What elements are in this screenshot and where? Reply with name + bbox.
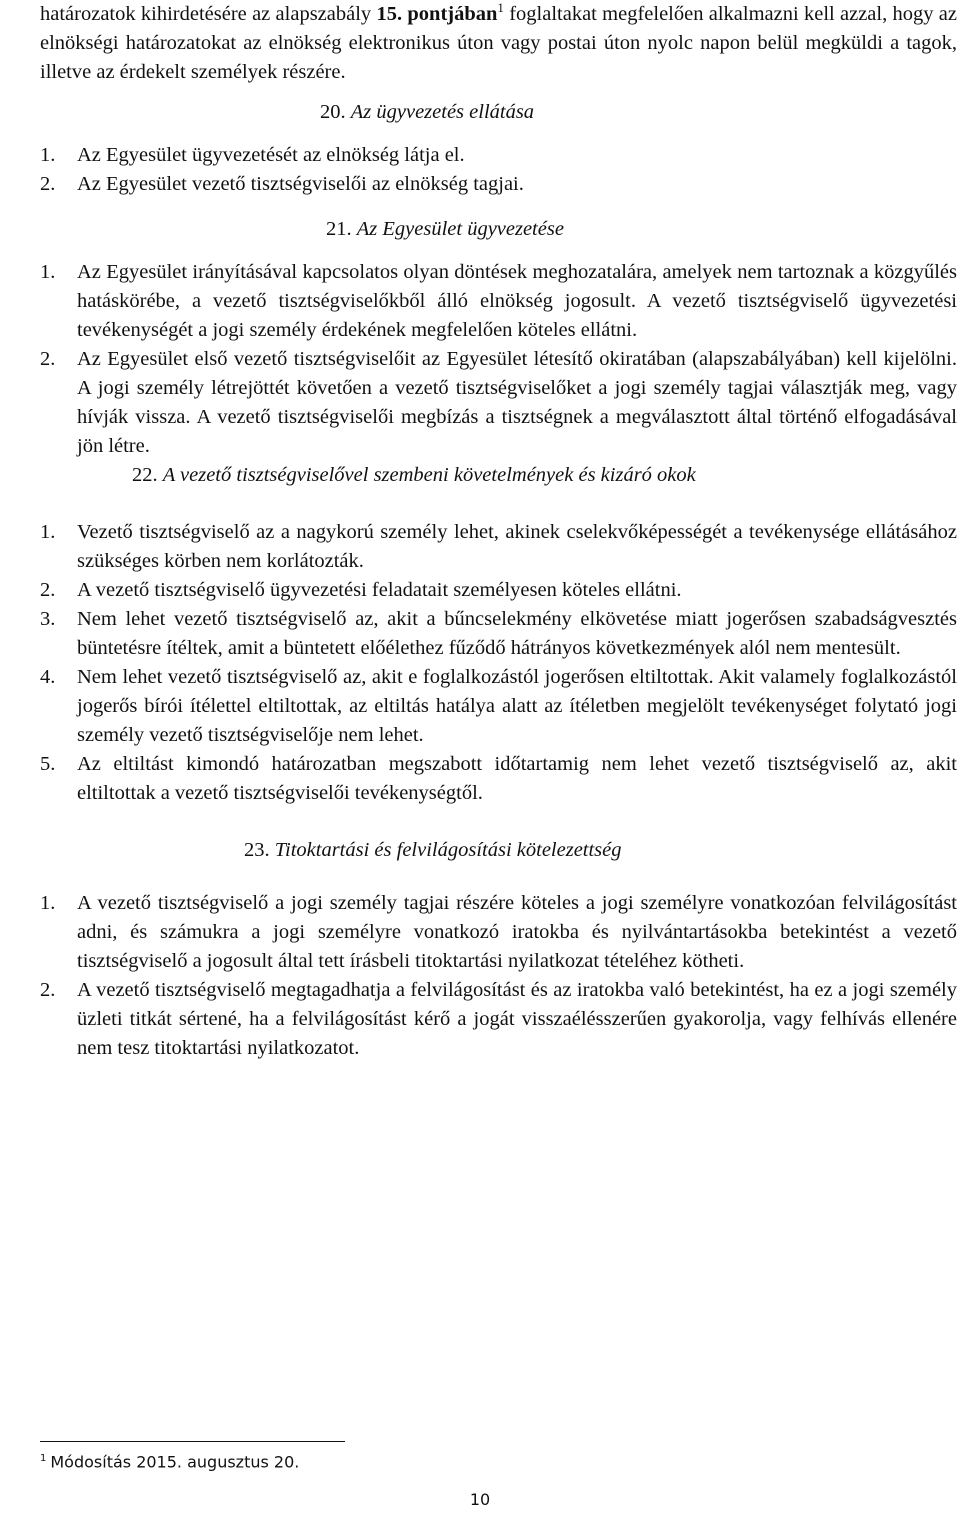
item-text: Nem lehet vezető tisztségviselő az, akit e foglalkozástól jogerősen eltiltottak. Akit valamely foglalkozástól jogerős bírói ítélettel eltiltottak, az eltiltás hatálya alatt az ítéletben megjelölt tevékenységet folytató jogi személy vezető tisztségviselője nem lehet.	[77, 666, 957, 746]
list-item	[40, 141, 957, 170]
list-item	[40, 576, 957, 605]
section-title: Az ügyvezetés ellátása	[350, 101, 535, 123]
item-text: A vezető tisztségviselő ügyvezetési feladatait személyesen köteles ellátni.	[77, 579, 682, 601]
section-22-heading	[132, 461, 957, 490]
section-22-list	[40, 518, 957, 808]
intro-bold-ref: 15. pontjában	[376, 3, 498, 25]
section-number: 22.	[132, 464, 158, 486]
section-20-list	[40, 141, 957, 199]
footnote-separator	[40, 1441, 345, 1442]
section-21-heading	[326, 215, 957, 244]
section-23-heading	[244, 836, 957, 865]
section-20-heading	[320, 98, 957, 127]
intro-rest: foglaltakat megfelelően alkalmazni kell azzal, hogy az elnökségi határozatokat az elnökség elektronikus úton vagy postai úton nyolc napon belül megküldi a tagok, illetve az érdekelt személyek részére.	[40, 3, 958, 83]
list-item	[40, 605, 957, 663]
item-text: Az Egyesület irányításával kapcsolatos olyan döntések meghozatalára, amelyek nem tartoznak a közgyűlés hatáskörébe, a vezető tisztségviselőkből álló elnökség jogosult. A vezető tisztségviselő ügyvezetési tevékenységét a jogi személy érdekének megfelelően köteles ellátni.	[77, 261, 957, 341]
item-number: 4.	[40, 666, 56, 688]
item-number: 2.	[40, 173, 56, 195]
section-title: A vezető tisztségviselővel szembeni követelmények és kizáró okok	[162, 464, 696, 486]
intro-lead: határozatok kihirdetésére az alapszabály	[40, 3, 372, 25]
intro-paragraph	[40, 0, 957, 87]
section-number: 23.	[244, 839, 270, 861]
footnote-text: Módosítás 2015. augusztus 20.	[50, 1452, 300, 1472]
list-item	[40, 889, 957, 976]
list-item	[40, 170, 957, 199]
list-item	[40, 976, 957, 1063]
item-text: Az eltiltást kimondó határozatban megszabott időtartamig nem lehet vezető tisztségviselő az, akit eltiltottak a vezető tisztségviselői tevékenységtől.	[77, 753, 957, 804]
item-number: 1.	[40, 892, 56, 914]
section-21-list	[40, 258, 957, 461]
list-item	[40, 258, 957, 345]
item-number: 2.	[40, 579, 56, 601]
list-item	[40, 345, 957, 461]
list-item	[40, 750, 957, 808]
item-number: 3.	[40, 608, 56, 630]
section-title: Az Egyesület ügyvezetése	[356, 218, 564, 240]
item-text: Vezető tisztségviselő az a nagykorú személy lehet, akinek cselekvőképességét a tevékenysége ellátásához szükséges körben nem korlátozták.	[77, 521, 957, 572]
footnote-reference: 1	[497, 0, 504, 16]
list-item	[40, 518, 957, 576]
page-number: 10	[469, 1490, 491, 1509]
item-number: 1.	[40, 261, 56, 283]
item-text: Az Egyesület első vezető tisztségviselőit az Egyesület létesítő okiratában (alapszabályában) kell kijelölni. A jogi személy létrejöttét követően a vezető tisztségviselőket a jogi személy tagjai választják meg, vagy hívják vissza. A vezető tisztségviselői megbízás a tisztségnek a megválasztott által történő elfogadásával jön létre.	[77, 348, 957, 457]
section-23-list	[40, 889, 957, 1063]
page-body	[40, 0, 958, 1472]
item-text: A vezető tisztségviselő a jogi személy tagjai részére köteles a jogi személyre vonatkozóan felvilágosítást adni, és számukra a jogi személyre vonatkozó iratokba és nyilvántartásokba betekintést a vezető tisztségviselő a jogosult által tett írásbeli titoktartási nyilatkozat tételéhez kötheti.	[77, 892, 957, 972]
section-title: Titoktartási és felvilágosítási kötelezettség	[274, 839, 622, 861]
item-text: Az Egyesület ügyvezetését az elnökség látja el.	[77, 144, 465, 166]
list-item	[40, 663, 957, 750]
item-text: Nem lehet vezető tisztségviselő az, akit a bűncselekmény elkövetése miatt jogerősen szabadságvesztés büntetésre ítéltek, amit a büntetett előélethez fűződő hátrányos következmények alól nem mentesült.	[77, 608, 957, 659]
footnote-mark: 1	[40, 1453, 47, 1464]
item-text: Az Egyesület vezető tisztségviselői az elnökség tagjai.	[77, 173, 524, 195]
item-number: 2.	[40, 979, 56, 1001]
item-number: 2.	[40, 348, 56, 370]
section-number: 21.	[326, 218, 352, 240]
item-number: 1.	[40, 144, 56, 166]
item-number: 5.	[40, 753, 56, 775]
section-number: 20.	[320, 101, 346, 123]
footnote	[40, 1447, 299, 1474]
item-number: 1.	[40, 521, 56, 543]
item-text: A vezető tisztségviselő megtagadhatja a felvilágosítást és az iratokba való betekintést, ha ez a jogi személy üzleti titkát sértené, ha a felvilágosítást kérő a jogát visszaélésszerűen gyakorolja, vagy felhívás ellenére nem tesz titoktartási nyilatkozatot.	[77, 979, 957, 1059]
